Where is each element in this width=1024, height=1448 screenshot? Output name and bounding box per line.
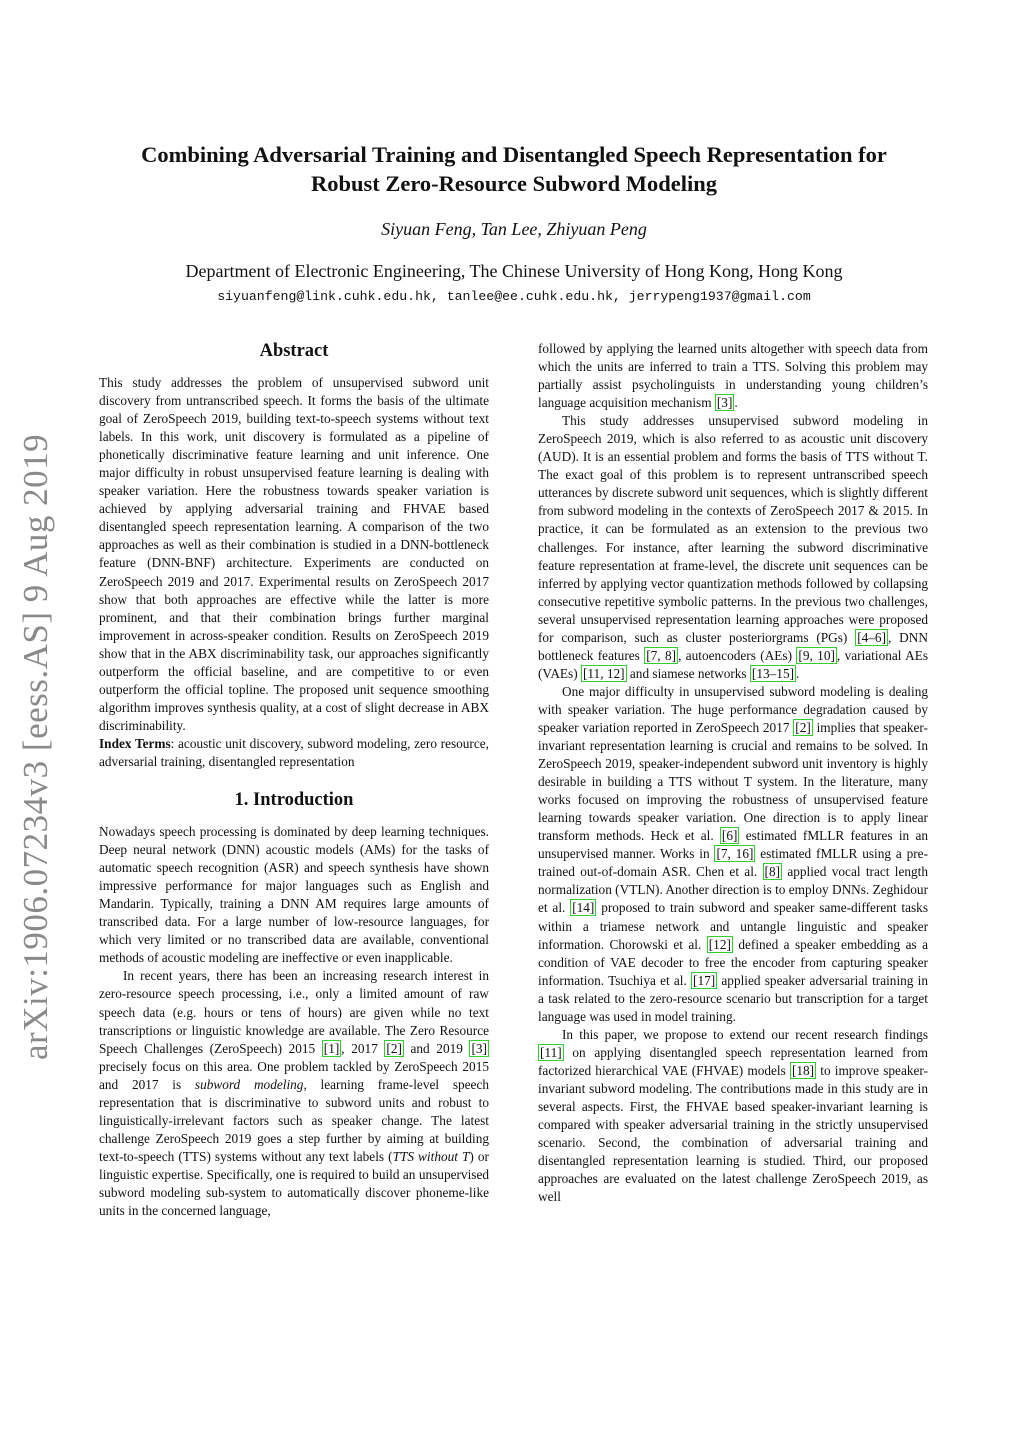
citation-link[interactable]: [11, 12] (582, 665, 625, 681)
introduction-heading: 1. Introduction (234, 790, 354, 811)
citation-link[interactable]: [11] (540, 1044, 562, 1060)
left-column (99, 340, 489, 1220)
intro-paragraph-2 (99, 967, 489, 1220)
citation-link[interactable]: [7, 16] (716, 846, 754, 862)
abstract-heading: Abstract (259, 341, 329, 361)
citation-link[interactable]: [4–6] (857, 629, 887, 645)
text-span: and siamese networks (626, 665, 750, 681)
citation-link[interactable]: [8] (764, 864, 781, 880)
index-terms-label: Index Terms (99, 735, 171, 751)
citation-link[interactable]: [18] (791, 1062, 815, 1078)
citation-link[interactable]: [1] (323, 1040, 340, 1056)
text-span: , 2017 (341, 1040, 385, 1056)
text-span: ) or linguistic expertise. Specifically, one is required to build an unsupervised subword modeling sub-system to automatically discover phoneme-like units in the concerned language, (99, 1148, 489, 1219)
citation-link[interactable]: [13–15] (751, 665, 795, 681)
emphasis-text: subword modeling (194, 1076, 304, 1092)
index-terms-text: : acoustic unit discovery, subword modeling, zero resource, adversarial training, disentangled representation (99, 735, 489, 769)
text-span: In recent years, there has been an increasing research interest in zero-resource speech processing, i.e., only a limited amount of raw speech data (e.g. hours or tens of hours) are given while no text transcriptions or linguistic knowledge are available. The Zero Resource Speech Challenges (ZeroSpeech) 2015 (99, 968, 489, 1056)
right-column (538, 340, 928, 1206)
index-terms (99, 735, 489, 771)
text-span: . (734, 395, 738, 411)
text-span: precisely focus on this area. One problem tackled by ZeroSpeech 2015 and 2017 is (99, 1058, 489, 1092)
text-span: followed by applying the learned units altogether with speech data from which the units are inferred to train a TTS. Solving this problem may partially assist psycholinguists in understanding young children’s language acquisition mechanism (538, 341, 928, 411)
text-span: proposed to train subword and speaker same-different tasks within a triamese network and untangle linguistic and speaker information. Chorowski et al. (538, 900, 928, 952)
citation-link[interactable]: [7, 8] (646, 647, 677, 663)
text-span: In this paper, we propose to extend our recent research findings (562, 1026, 928, 1042)
citation-link[interactable]: [9, 10] (798, 647, 835, 663)
text-span: . (796, 665, 800, 681)
author-list: Siyuan Feng, Tan Lee, Zhiyuan Peng (381, 219, 647, 239)
title-line-1: Combining Adversarial Training and Disentangled Speech Representation for (141, 142, 887, 167)
citation-link[interactable]: [2] (386, 1040, 402, 1056)
text-span: One major difficulty in unsupervised subword modeling is dealing with speaker variation. The huge performance degradation caused by speaker variation reported in ZeroSpeech 2017 (538, 683, 928, 735)
citation-link[interactable]: [6] (721, 828, 738, 844)
text-span: estimated fMLLR features in an unsupervised manner. Works in (538, 828, 928, 862)
intro-paragraph-5 (538, 1026, 928, 1206)
citation-link[interactable]: [12] (708, 936, 731, 952)
text-span: defined a speaker embedding as a condition of VAE decoder to free the encoder from capturing speaker information. Tsuchiya et al. (538, 936, 928, 988)
text-span: applied vocal tract length normalization (VTLN). Another direction is to employ DNNs. Zeghidour et al. (538, 864, 928, 916)
intro-paragraph-1: Nowadays speech processing is dominated by deep learning techniques. Deep neural network (DNN) acoustic models (AMs) for the tasks of automatic speech recognition (ASR) and speech synthesis have shown impressive performance for major languages such as English and Mandarin. Typically, training a DNN AM requires large amounts of transcribed data. For a large number of low-resource languages, for which very limited or no transcribed data are available, conventional methods of acoustic modeling are ineffective or even inapplicable. (99, 824, 489, 966)
text-span: , autoencoders (AEs) (678, 647, 797, 663)
intro-paragraph-2-continued (538, 340, 928, 412)
text-span: and 2019 (403, 1040, 470, 1056)
intro-paragraph-4 (538, 683, 928, 1026)
emphasis-text: TTS without T (392, 1148, 470, 1164)
abstract-text: This study addresses the problem of unsupervised subword unit discovery from untranscribed speech. It forms the basis of the ultimate goal of ZeroSpeech 2019, building text-to-speech systems without text labels. In this work, unit discovery is formulated as a pipeline of phonetically discriminative feature learning and unit inference. One major difficulty in robust unsupervised feature learning is dealing with speaker variation. Here the robustness towards speaker variation is achieved by applying adversarial training and FHVAE based disentangled speech representation learning. A comparison of the two approaches as well as their combination is studied in a DNN-bottleneck feature (DNN-BNF) architecture. Experiments are conducted on ZeroSpeech 2019 and 2017. Experimental results on ZeroSpeech 2017 show that both approaches are effective while the latter is more prominent, and that their combination brings further marginal improvement in across-speaker condition. Results on ZeroSpeech 2019 show that in the ABX discriminability task, our approaches significantly outperform the official baseline, and are competitive to or even outperform the official topline. The proposed unit sequence smoothing algorithm improves synthesis quality, at a cost of slight decrease in ABX discriminability. (99, 375, 489, 733)
paper-title (96, 140, 932, 198)
author-emails: siyuanfeng@link.cuhk.edu.hk, tanlee@ee.cuhk.edu.hk, jerrypeng1937@gmail.com (217, 289, 811, 304)
citation-link[interactable]: [3] (716, 395, 733, 411)
intro-paragraph-3 (538, 412, 928, 683)
text-span: This study addresses unsupervised subword modeling in ZeroSpeech 2019, which is also referred to as acoustic unit discovery (AUD). It is an essential problem and forms the basis of TTS without T. The exact goal of this problem is to represent untranscribed speech utterances by discrete subword unit sequences, which is slightly different from subword modeling in the contexts of ZeroSpeech 2017 & 2015. In practice, it can be formulated as an extension to the previous two challenges. For instance, after learning the subword discriminative feature representation at frame-level, the discrete unit sequences can be inferred by applying vector quantization methods followed by collapsing consecutive repetitive symbolic patterns. In the previous two challenges, several unsupervised representation learning approaches were proposed for comparison, such as cluster posteriorgrams (PGs) (538, 413, 928, 645)
text-span: estimated fMLLR using a pre-trained out-of-domain ASR. Chen et al. (538, 846, 928, 880)
citation-link[interactable]: [17] (693, 972, 716, 988)
citation-link[interactable]: [2] (795, 719, 811, 735)
text-span: on applying disentangled speech representation learned from factorized hierarchical VAE (FHVAE) models (538, 1044, 928, 1078)
citation-link[interactable]: [3] (471, 1040, 487, 1056)
text-span: , DNN bottleneck features (538, 629, 928, 663)
text-span: implies that speaker-invariant representation learning is crucial and remains to be solved. In ZeroSpeech 2019, speaker-independent subword unit inventory is highly desirable in building a TTS without T system. In the literature, many works focused on improving the robustness of unsupervised feature learning towards speaker variation. One direction is to apply linear transform methods. Heck et al. (538, 719, 928, 844)
affiliation: Department of Electronic Engineering, The Chinese University of Hong Kong, Hong Kong (185, 261, 843, 281)
text-span: applied speaker adversarial training in a task related to the zero-resource scenario but transcription for a target language was used in model training. (538, 972, 928, 1024)
arxiv-identifier: arXiv:1906.07234v3 [eess.AS] 9 Aug 2019 (16, 433, 55, 1060)
text-span: , learning frame-level speech representation that is discriminative to subword units and robust to linguistically-irrelevant factors such as speaker change. The latest challenge ZeroSpeech 2019 goes a step further by aiming at building text-to-speech (TTS) systems without any text labels ( (99, 1076, 489, 1164)
text-span: to improve speaker-invariant subword modeling. The contributions made in this study are in several aspects. First, the FHVAE based speaker-invariant learning is compared with speaker adversarial training in the strictly unsupervised scenario. Second, the combination of adversarial training and disentangled representation learning is studied. Third, our proposed approaches are evaluated on the latest challenge ZeroSpeech 2019, as well (538, 1062, 928, 1205)
title-line-2: Robust Zero-Resource Subword Modeling (310, 171, 718, 196)
citation-link[interactable]: [14] (572, 900, 595, 916)
text-span: , variational AEs (VAEs) (538, 647, 928, 681)
